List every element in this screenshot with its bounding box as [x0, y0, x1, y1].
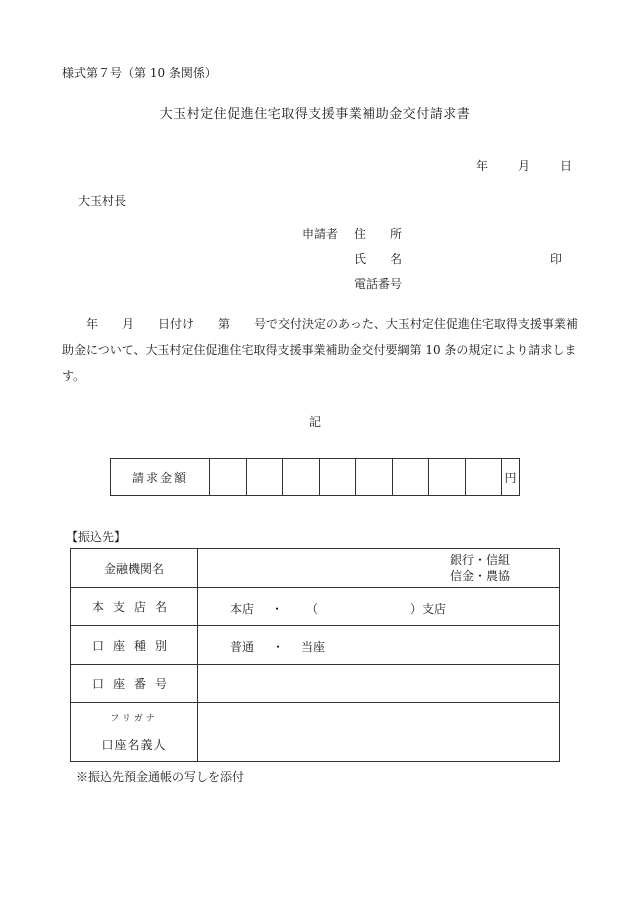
amount-digit-cell[interactable]	[283, 459, 320, 495]
ki-mark: 記	[308, 415, 321, 429]
amount-digit-cell[interactable]	[210, 459, 247, 495]
account-holder-row	[71, 703, 559, 761]
address-label: 住 所	[354, 227, 403, 241]
amount-unit: 円	[504, 470, 517, 485]
amount-digit-cell[interactable]	[247, 459, 284, 495]
account-number-field[interactable]	[198, 665, 559, 702]
form-number: 様式第７号（第 10 条関係）	[62, 66, 217, 80]
bank-types	[450, 552, 510, 584]
account-type-current: 当座	[301, 640, 326, 654]
bank-types-line-2: 信金・農協	[450, 569, 511, 583]
date-day: 日	[560, 159, 573, 173]
account-type-row	[71, 626, 559, 665]
amount-digit-cell[interactable]	[393, 459, 430, 495]
account-type-field[interactable]	[198, 626, 559, 664]
amount-label: 請求金額	[111, 459, 210, 495]
branch-label: 本支店名	[71, 588, 198, 625]
body-line-3: す。	[62, 369, 86, 383]
body-line-2: 助金について、大玉村定住促進住宅取得支援事業補助金交付要綱第 10 条の規定により請求しま	[62, 343, 577, 357]
account-number-row	[71, 665, 559, 703]
footnote: ※振込先預金通帳の写しを添付	[76, 770, 245, 784]
branch-close-suffix: ）支店	[410, 602, 447, 616]
branch-field[interactable]	[198, 588, 559, 625]
transfer-heading: 【振込先】	[66, 530, 127, 544]
branch-head-office: 本店	[230, 602, 255, 616]
document-title: 大玉村定住促進住宅取得支援事業補助金交付請求書	[159, 107, 471, 122]
account-type-normal: 普通	[230, 640, 255, 654]
name-label: 氏 名	[354, 252, 403, 266]
account-holder-head	[71, 703, 198, 761]
branch-separator: ・	[271, 602, 284, 616]
request-body-text	[62, 311, 582, 389]
date-line	[476, 157, 572, 174]
bank-name-field[interactable]	[198, 549, 559, 587]
account-holder-field[interactable]	[198, 703, 559, 761]
bank-name-label: 金融機関名	[71, 549, 198, 587]
amount-digit-cell[interactable]	[429, 459, 466, 495]
applicant-label: 申請者	[302, 227, 339, 241]
amount-digit-cell[interactable]	[466, 459, 503, 495]
branch-row	[71, 588, 559, 626]
account-holder-label: 口座名義人	[101, 738, 167, 752]
seal-mark: 印	[550, 252, 563, 266]
furigana-label: フリガナ	[110, 714, 158, 724]
account-type-separator: ・	[272, 640, 285, 654]
date-year: 年	[476, 159, 489, 173]
branch-open-paren: （	[306, 602, 319, 616]
phone-label: 電話番号	[354, 277, 403, 291]
bank-types-line-1: 銀行・信組	[450, 553, 511, 567]
date-month: 月	[518, 159, 531, 173]
account-number-label: 口座番号	[71, 665, 198, 702]
bank-name-row	[71, 549, 559, 588]
addressee: 大玉村長	[78, 194, 127, 208]
amount-digit-cell[interactable]	[356, 459, 393, 495]
amount-digit-cell[interactable]	[320, 459, 357, 495]
account-type-label: 口座種別	[71, 626, 198, 664]
amount-table	[110, 458, 520, 496]
transfer-table	[70, 548, 560, 762]
body-line-1: 年 月 日付け 第 号で交付決定のあった、大玉村定住促進住宅取得支援事業補	[86, 317, 578, 331]
